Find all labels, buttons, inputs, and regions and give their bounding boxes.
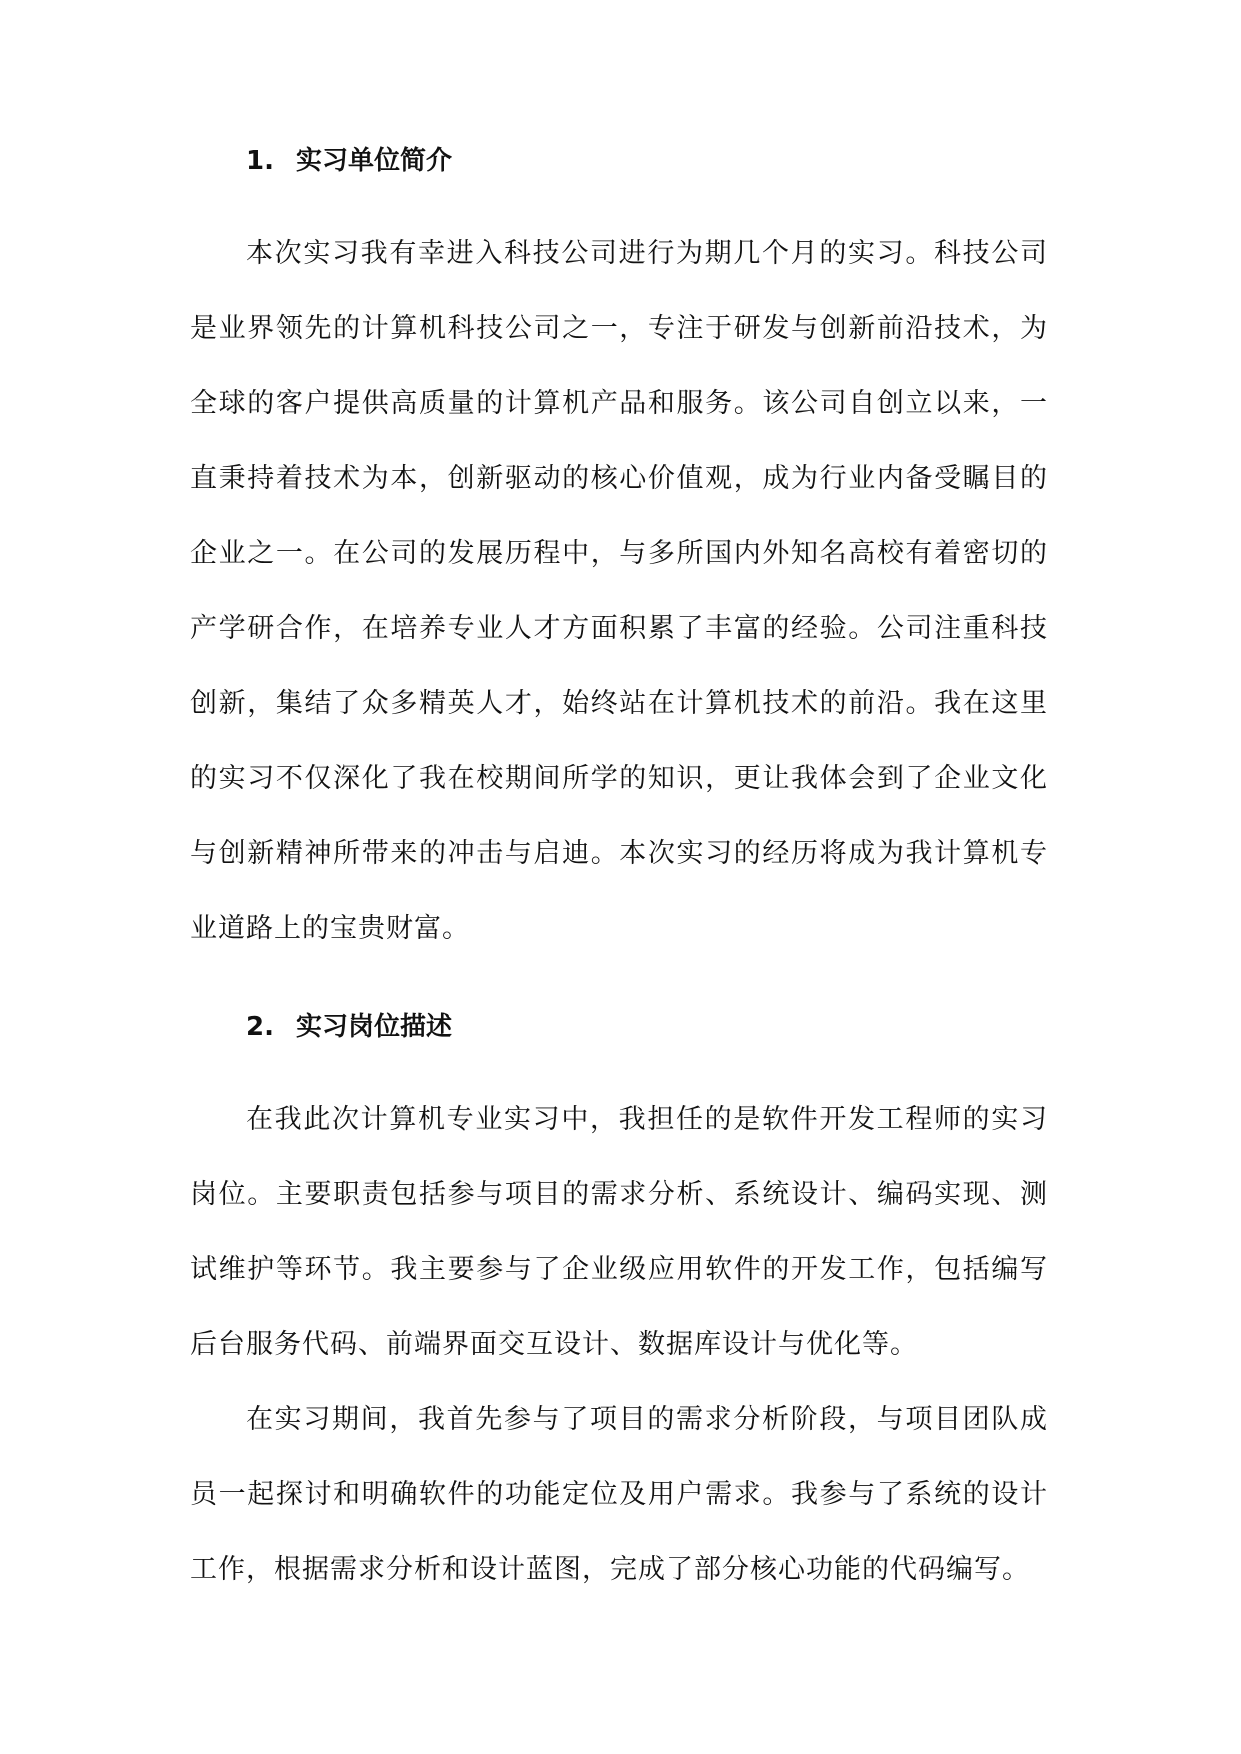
section-title: 实习单位简介	[295, 146, 452, 176]
document-body	[190, 146, 1048, 1607]
paragraph: 在我此次计算机专业实习中，我担任的是软件开发工程师的实习岗位。主要职责包括参与项目的需求分析、系统设计、编码实现、测试维护等环节。我主要参与了企业级应用软件的开发工作，包括编写后台服务代码、前端界面交互设计、数据库设计与优化等。	[190, 1104, 1048, 1360]
section-number: 1.	[246, 146, 274, 176]
paragraph: 本次实习我有幸进入科技公司进行为期几个月的实习。科技公司是业界领先的计算机科技公司之一，专注于研发与创新前沿技术，为全球的客户提供高质量的计算机产品和服务。该公司自创立以来，一直秉持着技术为本，创新驱动的核心价值观，成为行业内备受瞩目的企业之一。在公司的发展历程中，与多所国内外知名高校有着密切的产学研合作，在培养专业人才方面积累了丰富的经验。公司注重科技创新，集结了众多精英人才，始终站在计算机技术的前沿。我在这里的实习不仅深化了我在校期间所学的知识，更让我体会到了企业文化与创新精神所带来的冲击与启迪。本次实习的经历将成为我计算机专业道路上的宝贵财富。	[190, 238, 1048, 944]
section-title: 实习岗位描述	[295, 1012, 452, 1042]
section-number: 2.	[246, 1012, 274, 1042]
section-heading-1	[246, 146, 1048, 176]
section-heading-2	[246, 1012, 1048, 1042]
paragraph: 在实习期间，我首先参与了项目的需求分析阶段，与项目团队成员一起探讨和明确软件的功能定位及用户需求。我参与了系统的设计工作，根据需求分析和设计蓝图，完成了部分核心功能的代码编写。	[190, 1404, 1048, 1585]
